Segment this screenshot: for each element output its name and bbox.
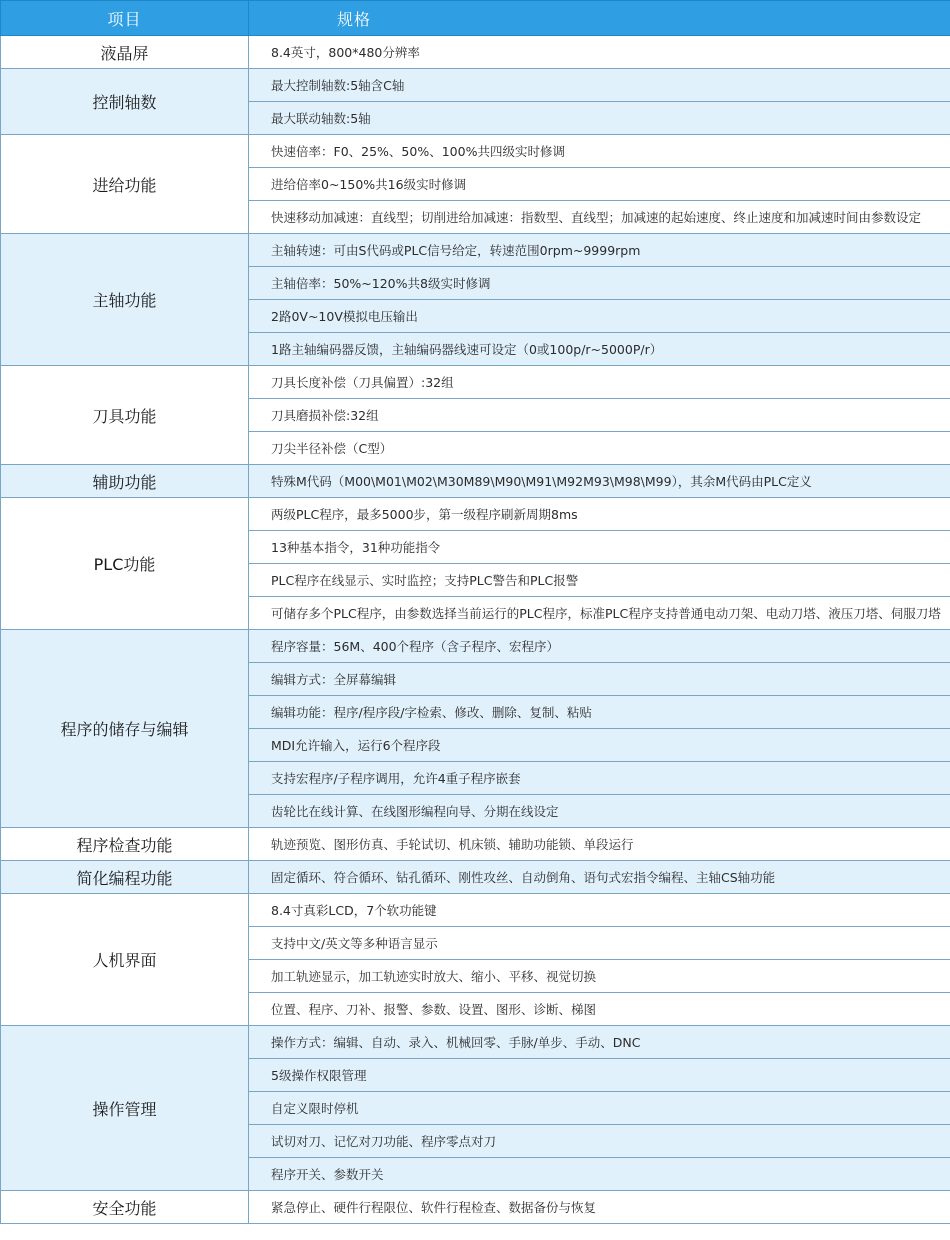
table-row bbox=[1, 630, 950, 663]
spec-cell: 5级操作权限管理 bbox=[249, 1059, 950, 1092]
spec-cell: 齿轮比在线计算、在线图形编程向导、分期在线设定 bbox=[249, 795, 950, 828]
item-name: PLC功能 bbox=[1, 498, 249, 630]
spec-cell: 支持宏程序/子程序调用，允许4重子程序嵌套 bbox=[249, 762, 950, 795]
spec-cell: 位置、程序、刀补、报警、参数、设置、图形、诊断、梯图 bbox=[249, 993, 950, 1026]
spec-cell: 最大控制轴数:5轴含C轴 bbox=[249, 69, 950, 102]
spec-cell: 程序容量：56M、400个程序（含子程序、宏程序） bbox=[249, 630, 950, 663]
item-name: 液晶屏 bbox=[1, 36, 249, 69]
item-name: 进给功能 bbox=[1, 135, 249, 234]
spec-cell: MDI允许输入，运行6个程序段 bbox=[249, 729, 950, 762]
table-row bbox=[1, 36, 950, 69]
spec-cell: 支持中文/英文等多种语言显示 bbox=[249, 927, 950, 960]
spec-cell: 主轴倍率：50%~120%共8级实时修调 bbox=[249, 267, 950, 300]
spec-cell: 刀尖半径补偿（C型） bbox=[249, 432, 950, 465]
spec-cell: 刀具长度补偿（刀具偏置）:32组 bbox=[249, 366, 950, 399]
header-spec: 规格 bbox=[249, 1, 950, 36]
spec-cell: 轨迹预览、图形仿真、手轮试切、机床锁、辅助功能锁、单段运行 bbox=[249, 828, 950, 861]
table-row bbox=[1, 861, 950, 894]
item-name: 主轴功能 bbox=[1, 234, 249, 366]
table-row bbox=[1, 498, 950, 531]
item-name: 刀具功能 bbox=[1, 366, 249, 465]
header-row bbox=[1, 1, 950, 36]
spec-cell: 两级PLC程序，最多5000步，第一级程序刷新周期8ms bbox=[249, 498, 950, 531]
item-name: 程序检查功能 bbox=[1, 828, 249, 861]
table-row bbox=[1, 1026, 950, 1059]
item-name: 控制轴数 bbox=[1, 69, 249, 135]
table-row bbox=[1, 1191, 950, 1224]
table-row bbox=[1, 135, 950, 168]
spec-cell: 最大联动轴数:5轴 bbox=[249, 102, 950, 135]
item-name: 简化编程功能 bbox=[1, 861, 249, 894]
item-name: 操作管理 bbox=[1, 1026, 249, 1191]
spec-cell: 8.4英寸，800*480分辨率 bbox=[249, 36, 950, 69]
spec-cell: 编辑方式：全屏幕编辑 bbox=[249, 663, 950, 696]
item-name: 人机界面 bbox=[1, 894, 249, 1026]
spec-cell: 进给倍率0~150%共16级实时修调 bbox=[249, 168, 950, 201]
spec-cell: PLC程序在线显示、实时监控；支持PLC警告和PLC报警 bbox=[249, 564, 950, 597]
table-row bbox=[1, 234, 950, 267]
spec-cell: 13种基本指令，31种功能指令 bbox=[249, 531, 950, 564]
spec-cell: 2路0V~10V模拟电压输出 bbox=[249, 300, 950, 333]
spec-cell: 1路主轴编码器反馈，主轴编码器线速可设定（0或100p/r~5000P/r） bbox=[249, 333, 950, 366]
spec-cell: 主轴转速：可由S代码或PLC信号给定，转速范围0rpm~9999rpm bbox=[249, 234, 950, 267]
spec-cell: 快速移动加减速：直线型；切削进给加减速：指数型、直线型；加减速的起始速度、终止速度和加减速时间由参数设定 bbox=[249, 201, 950, 234]
table-row bbox=[1, 828, 950, 861]
table-row bbox=[1, 465, 950, 498]
spec-cell: 快速倍率：F0、25%、50%、100%共四级实时修调 bbox=[249, 135, 950, 168]
spec-cell: 操作方式：编辑、自动、录入、机械回零、手脉/单步、手动、DNC bbox=[249, 1026, 950, 1059]
item-name: 安全功能 bbox=[1, 1191, 249, 1224]
table-row bbox=[1, 69, 950, 102]
table-body bbox=[1, 36, 950, 1224]
spec-cell: 8.4寸真彩LCD，7个软功能键 bbox=[249, 894, 950, 927]
spec-cell: 特殊M代码（M00\M01\M02\M30M89\M90\M91\M92M93\M98\M99），其余M代码由PLC定义 bbox=[249, 465, 950, 498]
spec-cell: 紧急停止、硬件行程限位、软件行程检查、数据备份与恢复 bbox=[249, 1191, 950, 1224]
spec-cell: 固定循环、符合循环、钻孔循环、刚性攻丝、自动倒角、语句式宏指令编程、主轴CS轴功能 bbox=[249, 861, 950, 894]
spec-cell: 程序开关、参数开关 bbox=[249, 1158, 950, 1191]
spec-cell: 可储存多个PLC程序，由参数选择当前运行的PLC程序，标准PLC程序支持普通电动刀架、电动刀塔、液压刀塔、伺服刀塔 bbox=[249, 597, 950, 630]
table-row bbox=[1, 366, 950, 399]
spec-cell: 自定义限时停机 bbox=[249, 1092, 950, 1125]
spec-cell: 刀具磨损补偿:32组 bbox=[249, 399, 950, 432]
spec-cell: 加工轨迹显示，加工轨迹实时放大、缩小、平移、视觉切换 bbox=[249, 960, 950, 993]
header-item: 项目 bbox=[1, 1, 249, 36]
spec-cell: 编辑功能：程序/程序段/字检索、修改、删除、复制、粘贴 bbox=[249, 696, 950, 729]
spec-cell: 试切对刀、记忆对刀功能、程序零点对刀 bbox=[249, 1125, 950, 1158]
item-name: 程序的储存与编辑 bbox=[1, 630, 249, 828]
table-row bbox=[1, 894, 950, 927]
item-name: 辅助功能 bbox=[1, 465, 249, 498]
